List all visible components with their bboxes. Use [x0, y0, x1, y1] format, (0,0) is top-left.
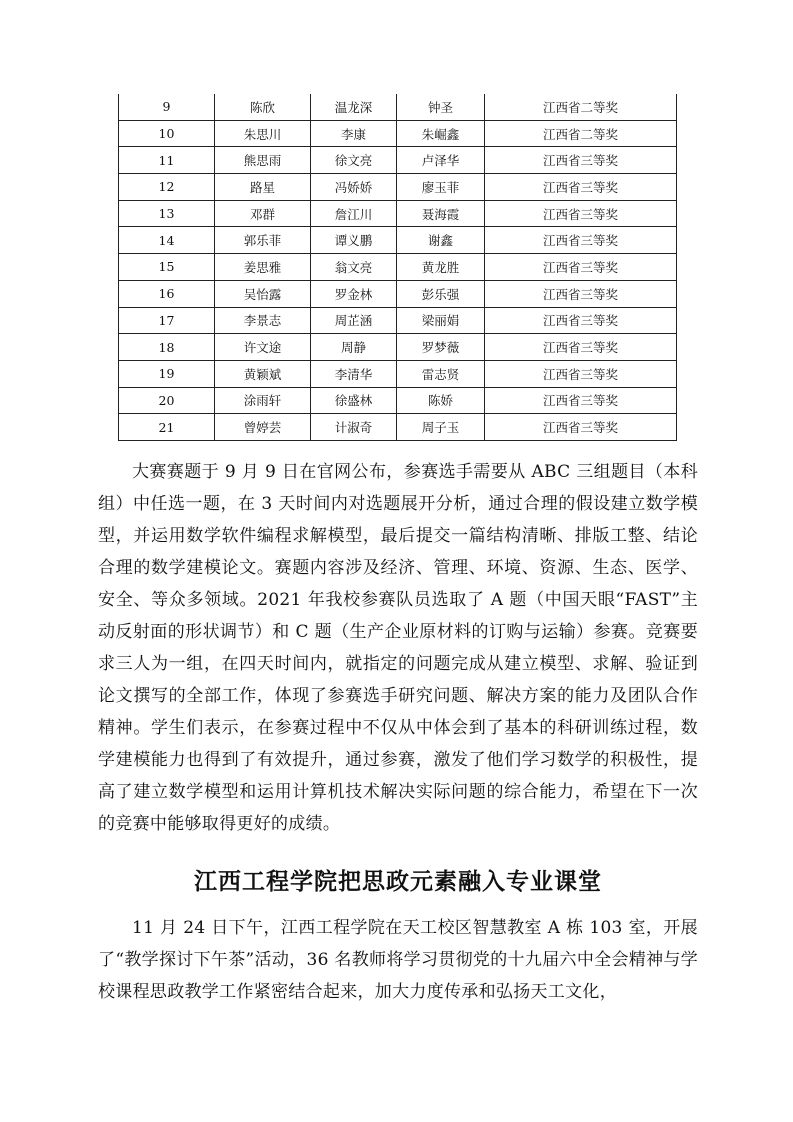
table-row: [119, 307, 677, 334]
table-row: [119, 387, 677, 414]
contest-description-paragraph: 大赛赛题于 9 月 9 日在官网公布，参赛选手需要从 ABC 三组题目（本科组）中任选一题，在 3 天时间内对选题展开分析，通过合理的假设建立数学模型，并运用数学软件编程求解模型，最后提交一篇结构清晰、排版工整、结论合理的数学建模论文。赛题内容涉及经济、管理、环境、资源、生态、医学、安全、等众多领域。2021 年我校参赛队员选取了 A 题（中国天眼“FAST”主动反射面的形状调节）和 C 题（生产企业原材料的订购与运输）参赛。竞赛要求三人为一组，在四天时间内，就指定的问题完成从建立模型、求解、验证到论文撰写的全部工作，体现了参赛选手研究问题、解决方案的能力及团队合作精神。学生们表示，在参赛过程中不仅从中体会到了基本的科研训练过程，数学建模能力也得到了有效提升，通过参赛，激发了他们学习数学的积极性，提高了建立数学模型和运用计算机技术解决实际问题的综合能力，希望在下一次的竞赛中能够取得更好的成绩。: [98, 462, 698, 834]
row-number-cell: 18: [119, 334, 215, 361]
article-body-paragraph: 11 月 24 日下午，江西工程学院在天工校区智慧教室 A 栋 103 室，开展了“教学探讨下午茶”活动，36 名教师将学习贯彻党的十九届六中全会精神与学校课程思政教学工作紧密结合起来，加大力度传承和弘扬天工文化，: [98, 918, 698, 1002]
table-row: [119, 414, 677, 441]
row-number-cell: 15: [119, 254, 215, 281]
table-row: [119, 174, 677, 201]
member-2-cell: 温龙深: [311, 94, 397, 120]
member-3-cell: 谢鑫: [397, 227, 485, 254]
member-2-cell: 周芷涵: [311, 307, 397, 334]
member-3-cell: 朱崛鑫: [397, 120, 485, 147]
table-row: [119, 360, 677, 387]
member-3-cell: 卢泽华: [397, 147, 485, 174]
member-3-cell: 聂海霞: [397, 200, 485, 227]
member-1-cell: 邓群: [215, 200, 311, 227]
member-1-cell: 熊思雨: [215, 147, 311, 174]
award-cell: 江西省三等奖: [485, 414, 677, 441]
table-row: [119, 120, 677, 147]
award-cell: 江西省三等奖: [485, 307, 677, 334]
member-2-cell: 翁文亮: [311, 254, 397, 281]
row-number-cell: 19: [119, 360, 215, 387]
member-1-cell: 黄颖斌: [215, 360, 311, 387]
member-1-cell: 路星: [215, 174, 311, 201]
award-cell: 江西省三等奖: [485, 387, 677, 414]
member-1-cell: 吴怡露: [215, 280, 311, 307]
award-cell: 江西省三等奖: [485, 254, 677, 281]
member-3-cell: 廖玉菲: [397, 174, 485, 201]
table-row: [119, 334, 677, 361]
award-cell: 江西省二等奖: [485, 94, 677, 120]
member-2-cell: 詹江川: [311, 200, 397, 227]
row-number-cell: 10: [119, 120, 215, 147]
row-number-cell: 11: [119, 147, 215, 174]
row-number-cell: 14: [119, 227, 215, 254]
row-number-cell: 13: [119, 200, 215, 227]
award-cell: 江西省三等奖: [485, 280, 677, 307]
table-row: [119, 227, 677, 254]
row-number-cell: 9: [119, 94, 215, 120]
member-3-cell: 钟圣: [397, 94, 485, 120]
award-cell: 江西省三等奖: [485, 334, 677, 361]
member-2-cell: 李康: [311, 120, 397, 147]
member-2-cell: 周静: [311, 334, 397, 361]
member-3-cell: 黄龙胜: [397, 254, 485, 281]
table-row: [119, 94, 677, 120]
member-2-cell: 冯娇娇: [311, 174, 397, 201]
member-1-cell: 李景志: [215, 307, 311, 334]
member-3-cell: 罗梦薇: [397, 334, 485, 361]
row-number-cell: 12: [119, 174, 215, 201]
row-number-cell: 20: [119, 387, 215, 414]
member-1-cell: 许文途: [215, 334, 311, 361]
awards-table-body: [119, 94, 677, 440]
member-2-cell: 罗金林: [311, 280, 397, 307]
award-cell: 江西省二等奖: [485, 120, 677, 147]
row-number-cell: 17: [119, 307, 215, 334]
article-title: 江西工程学院把思政元素融入专业课堂: [194, 869, 602, 895]
table-row: [119, 254, 677, 281]
table-row: [119, 200, 677, 227]
award-cell: 江西省三等奖: [485, 227, 677, 254]
row-number-cell: 16: [119, 280, 215, 307]
awards-table: [118, 94, 677, 441]
member-2-cell: 徐文亮: [311, 147, 397, 174]
member-1-cell: 郭乐菲: [215, 227, 311, 254]
row-number-cell: 21: [119, 414, 215, 441]
member-3-cell: 周子玉: [397, 414, 485, 441]
member-3-cell: 雷志贤: [397, 360, 485, 387]
member-2-cell: 李清华: [311, 360, 397, 387]
award-cell: 江西省三等奖: [485, 174, 677, 201]
table-row: [119, 147, 677, 174]
member-1-cell: 涂雨轩: [215, 387, 311, 414]
member-3-cell: 彭乐强: [397, 280, 485, 307]
member-1-cell: 朱思川: [215, 120, 311, 147]
table-row: [119, 280, 677, 307]
member-1-cell: 曾婷芸: [215, 414, 311, 441]
member-1-cell: 陈欣: [215, 94, 311, 120]
member-2-cell: 徐盛林: [311, 387, 397, 414]
member-1-cell: 姜思雅: [215, 254, 311, 281]
member-2-cell: 谭义鹏: [311, 227, 397, 254]
member-3-cell: 梁丽娟: [397, 307, 485, 334]
award-cell: 江西省三等奖: [485, 200, 677, 227]
member-2-cell: 计淑奇: [311, 414, 397, 441]
award-cell: 江西省三等奖: [485, 147, 677, 174]
member-3-cell: 陈娇: [397, 387, 485, 414]
award-cell: 江西省三等奖: [485, 360, 677, 387]
